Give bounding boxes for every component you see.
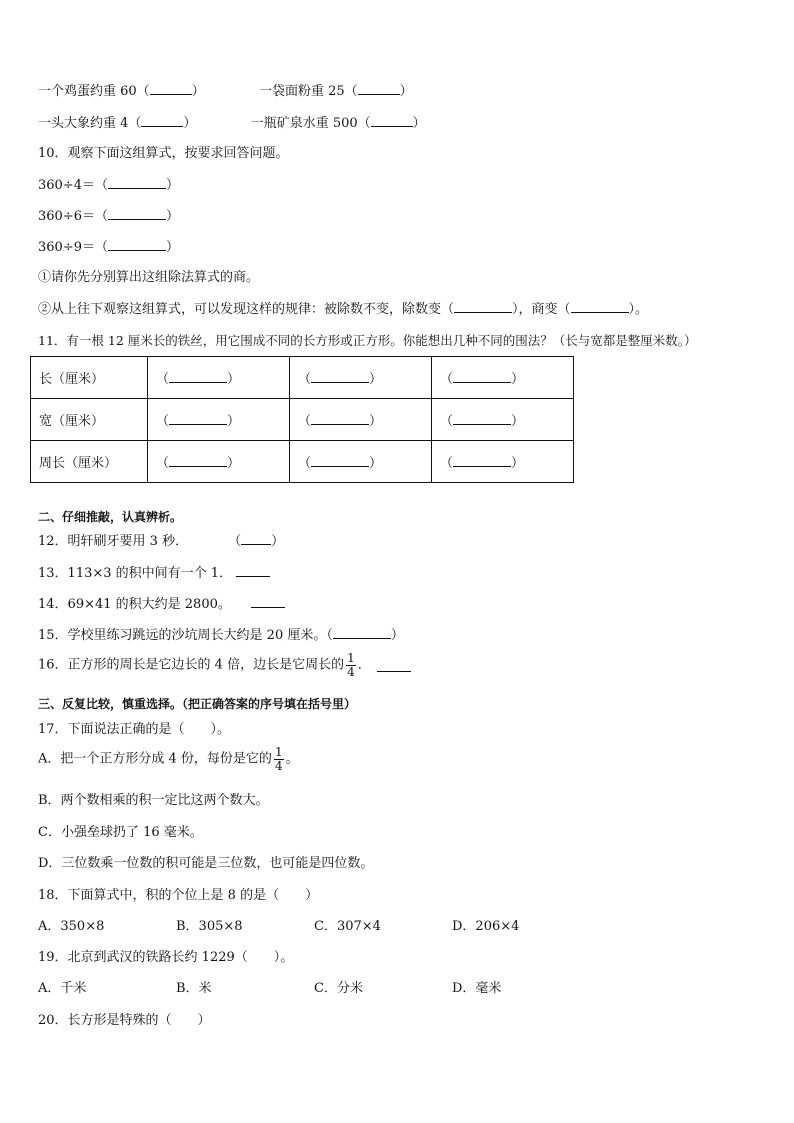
q11-title: 11．有一根 12 厘米长的铁丝，用它围成不同的长方形或正方形。你能想出几种不同的围法？（长与宽都是整厘米数。） xyxy=(38,333,697,348)
answer-blank[interactable] xyxy=(108,207,166,220)
answer-blank[interactable] xyxy=(571,300,629,313)
answer-cell[interactable]: （ ） xyxy=(148,357,290,399)
section-3-heading: 三、反复比较，慎重选择。（把正确答案的序号填在括号里） xyxy=(38,697,357,711)
answer-blank[interactable] xyxy=(377,659,411,672)
q10-eq1: 360÷4＝（ ） xyxy=(38,178,179,193)
q15: 15．学校里练习跳远的沙坑周长大约是 20 厘米。（ ） xyxy=(38,628,404,643)
q10-title: 10．观察下面这组算式，按要求回答问题。 xyxy=(38,146,289,161)
q19-option-b[interactable]: B．米 xyxy=(176,981,212,996)
answer-blank[interactable] xyxy=(108,176,166,189)
answer-cell[interactable]: （ ） xyxy=(290,399,432,441)
table-row xyxy=(31,399,574,441)
q17-option-b[interactable]: B．两个数相乘的积一定比这两个数大。 xyxy=(38,793,269,808)
table-row xyxy=(31,441,574,483)
answer-cell[interactable]: （ ） xyxy=(148,399,290,441)
answer-blank[interactable] xyxy=(333,626,391,639)
q17: 17．下面说法正确的是（ ）。 xyxy=(38,722,231,737)
q9-water-text: 一瓶矿泉水重 500（ xyxy=(250,116,371,131)
q19-option-c[interactable]: C．分米 xyxy=(314,981,363,996)
q18: 18．下面算式中，积的个位上是 8 的是（ ） xyxy=(38,888,319,903)
answer-blank[interactable] xyxy=(241,532,271,545)
answer-cell[interactable]: （ ） xyxy=(432,357,574,399)
row-label-length: 长（厘米） xyxy=(31,357,148,399)
fraction-one-quarter: $\frac{1}{4}$ xyxy=(274,745,283,773)
q11-table xyxy=(30,356,574,483)
q9-egg-text: 一个鸡蛋约重 60（ xyxy=(38,84,150,99)
q10-eq2: 360÷6＝（ ） xyxy=(38,209,179,224)
answer-blank[interactable] xyxy=(141,114,183,127)
answer-cell[interactable]: （ ） xyxy=(148,441,290,483)
q20: 20．长方形是特殊的（ ） xyxy=(38,1013,211,1028)
answer-blank[interactable] xyxy=(236,564,270,577)
q10-sub1: ①请你先分别算出这组除法算式的商。 xyxy=(38,270,260,285)
q9-row-1: 一个鸡蛋约重 60（ ） 一袋面粉重 25（ ） xyxy=(38,84,413,99)
q16: 16．正方形的周长是它边长的 4 倍，边长是它周长的 $\frac{1}{4}$ ． xyxy=(38,652,411,679)
table-row xyxy=(31,357,574,399)
answer-cell[interactable]: （ ） xyxy=(432,441,574,483)
answer-cell[interactable]: （ ） xyxy=(432,399,574,441)
answer-blank[interactable] xyxy=(150,82,192,95)
section-2-heading: 二、仔细推敲，认真辨析。 xyxy=(38,510,183,524)
q10-eq3: 360÷9＝（ ） xyxy=(38,240,179,255)
answer-blank[interactable] xyxy=(454,300,512,313)
row-label-perimeter: 周长（厘米） xyxy=(31,441,148,483)
answer-cell[interactable]: （ ） xyxy=(290,441,432,483)
q18-option-b[interactable]: B．305×8 xyxy=(176,919,243,934)
q19-option-d[interactable]: D．毫米 xyxy=(452,981,502,996)
q18-options xyxy=(38,918,590,936)
q19-options xyxy=(38,980,590,998)
answer-blank[interactable] xyxy=(371,114,413,127)
answer-blank[interactable] xyxy=(108,238,166,251)
q13: 13．113×3 的积中间有一个 1． xyxy=(38,564,270,583)
q12: 12．明轩刷牙要用 3 秒． （ ） xyxy=(38,534,285,549)
q19: 19．北京到武汉的铁路长约 1229（ ）。 xyxy=(38,950,294,965)
q10-sub2: ②从上往下观察这组算式，可以发现这样的规律：被除数不变，除数变（ ），商变（ ）。 xyxy=(38,302,649,317)
q9-flour-text: 一袋面粉重 25（ xyxy=(258,84,358,99)
answer-blank[interactable] xyxy=(358,82,400,95)
q17-option-d[interactable]: D．三位数乘一位数的积可能是三位数，也可能是四位数。 xyxy=(38,856,374,871)
q9-elephant-text: 一头大象约重 4（ xyxy=(38,116,142,131)
q17-option-c[interactable]: C．小强垒球扔了 16 毫米。 xyxy=(38,825,203,840)
q18-option-a[interactable]: A．350×8 xyxy=(38,919,105,934)
q18-option-d[interactable]: D．206×4 xyxy=(452,919,520,934)
answer-blank[interactable] xyxy=(251,595,285,608)
q14: 14．69×41 的积大约是 2800。 xyxy=(38,595,285,614)
q9-row-2: 一头大象约重 4（ ） 一瓶矿泉水重 500（ ） xyxy=(38,116,426,131)
fraction-one-quarter: $\frac{1}{4}$ xyxy=(347,651,355,679)
q17-option-a[interactable]: A．把一个正方形分成 4 份，每份是它的 $\frac{1}{4}$ 。 xyxy=(38,745,299,773)
q19-option-a[interactable]: A．千米 xyxy=(38,981,87,996)
answer-cell[interactable]: （ ） xyxy=(290,357,432,399)
q18-option-c[interactable]: C．307×4 xyxy=(314,919,381,934)
row-label-width: 宽（厘米） xyxy=(31,399,148,441)
